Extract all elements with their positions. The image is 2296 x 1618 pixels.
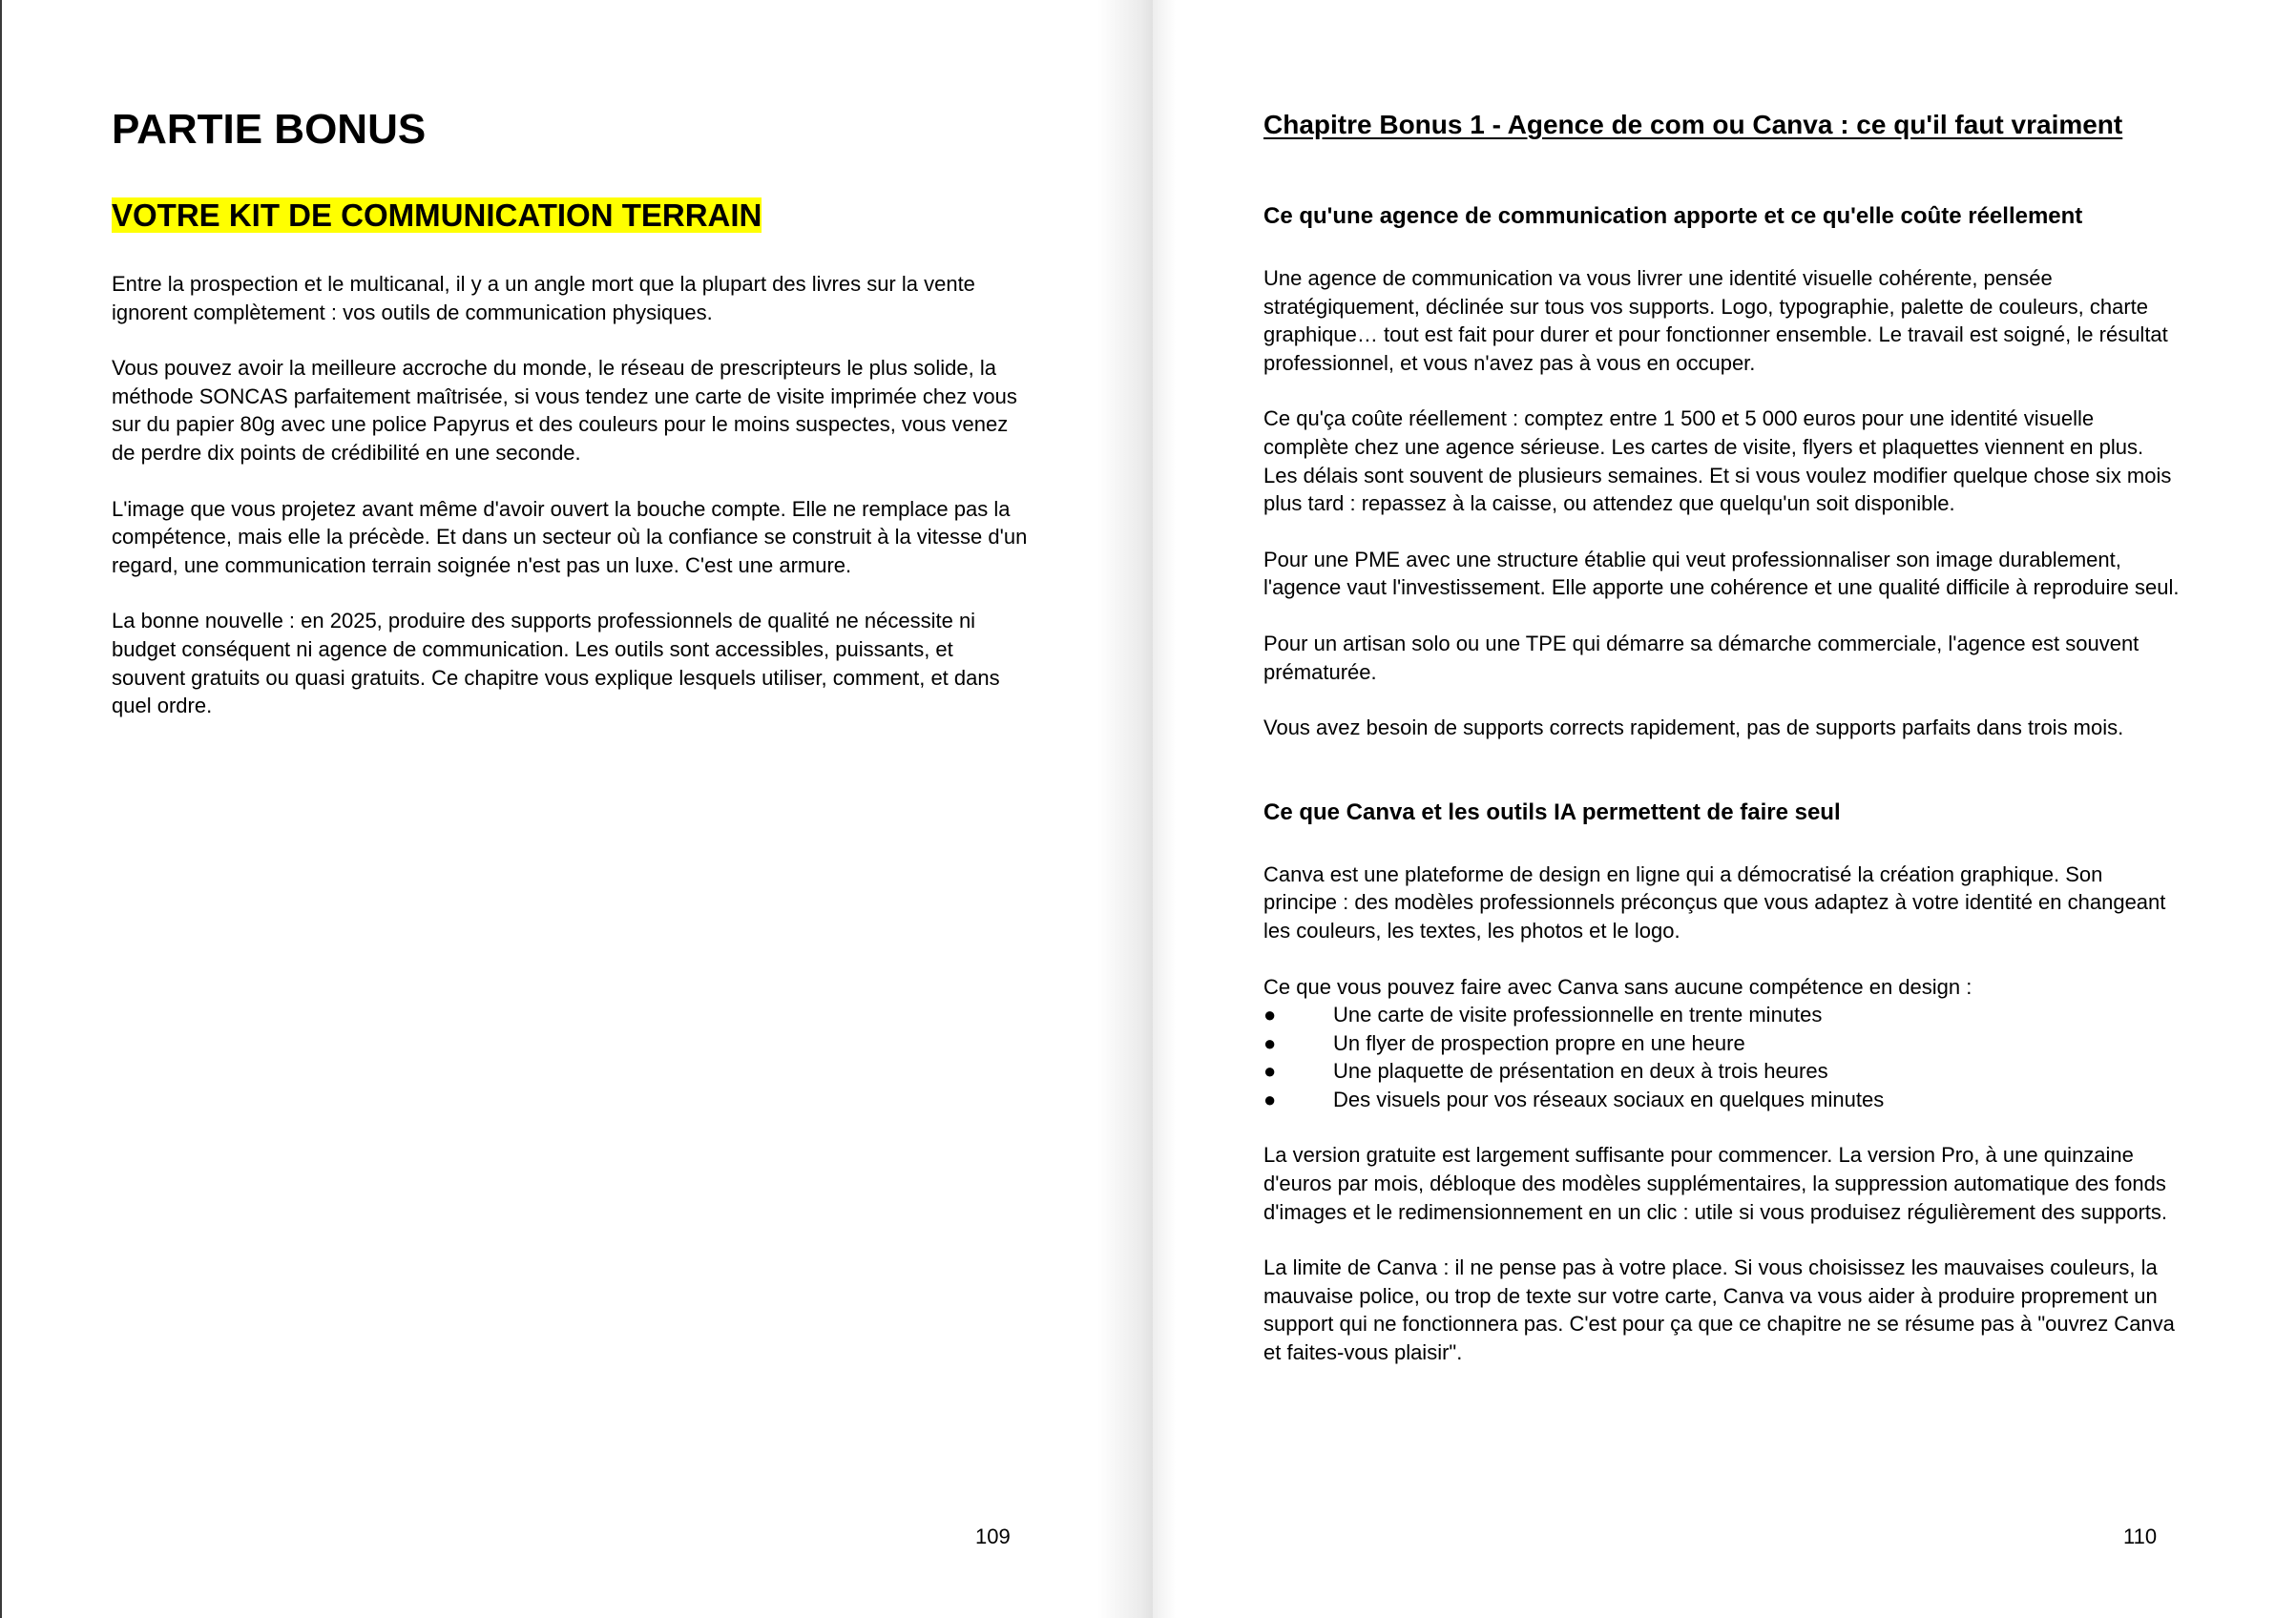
- gutter-shadow: [1097, 0, 1153, 1618]
- bullet-icon: ●: [1263, 1030, 1277, 1055]
- chapter-title: Chapitre Bonus 1 - Agence de com ou Canva : ce qu'il faut vraiment: [1263, 110, 2123, 139]
- canva-intro: Canva est une plateforme de design en ligne qui a démocratisé la création graphique. Son principe : des modèles professionnels préconçus que vous adaptez à votre identité en changeant les couleurs, les textes, les photos et le logo.: [1263, 861, 2166, 943]
- right-page-content: [1263, 108, 2180, 1367]
- section-title-canva: Ce que Canva et les outils IA permettent de faire seul: [1263, 799, 1841, 825]
- agency-paragraph-4: Pour un artisan solo ou une TPE qui démarre sa démarche commerciale, l'agence est souvent prématurée.: [1263, 631, 2139, 684]
- agency-paragraph-2: Ce qu'ça coûte réellement : comptez entre 1 500 et 5 000 euros pour une identité visuelle complète chez une agence sérieuse. Les cartes de visite, flyers et plaquettes viennent en plus. Les délais sont souvent de plusieurs semaines. Et si vous voulez modifier quelque chose six mois plus tard : repassez à la caisse, ou attendez que quelqu'un soit disponible.: [1263, 406, 2172, 516]
- canva-paragraph-2: La limite de Canva : il ne pense pas à votre place. Si vous choisissez les mauvaises couleurs, la mauvaise police, ou trop de texte sur votre carte, Canva va vous aider à produire proprement un support qui ne fonctionnera pas. C'est pour ça que ce chapitre ne se résume pas à "ouvrez Canva et faites-vous plaisir".: [1263, 1255, 2175, 1365]
- list-item-text: Des visuels pour vos réseaux sociaux en quelques minutes: [1333, 1087, 1885, 1111]
- left-paragraph-3: L'image que vous projetez avant même d'avoir ouvert la bouche compte. Elle ne remplace pas la compétence, mais elle la précède. Et dans un secteur où la confiance se construit à la vitesse d'un regard, une communication terrain soignée n'est pas un luxe. C'est une armure.: [112, 496, 1028, 577]
- bullet-icon: ●: [1263, 1003, 1277, 1027]
- kit-title: [112, 197, 1028, 235]
- canva-list-intro: Ce que vous pouvez faire avec Canva sans aucune compétence en design :: [1263, 974, 1972, 999]
- list-item-text: Une carte de visite professionnelle en trente minutes: [1333, 1003, 1823, 1027]
- part-title: PARTIE BONUS: [112, 106, 427, 153]
- left-page: [2, 0, 1147, 1618]
- list-item: [1263, 1001, 2180, 1029]
- left-paragraph-4: La bonne nouvelle : en 2025, produire des supports professionnels de qualité ne nécessite ni budget conséquent ni agence de communication. Les outils sont accessibles, puissants, et souvent gratuits ou quasi gratuits. Ce chapitre vous explique lesquels utiliser, comment, et dans quel ordre.: [112, 609, 1000, 718]
- agency-paragraph-5: Vous avez besoin de supports corrects rapidement, pas de supports parfaits dans trois mois.: [1263, 716, 2124, 740]
- canva-bullet-list: [1263, 1001, 2180, 1113]
- section-title-agency: Ce qu'une agence de communication apporte et ce qu'elle coûte réellement: [1263, 203, 2083, 229]
- gutter-shadow-right: [1153, 0, 1176, 1618]
- canva-paragraph-1: La version gratuite est largement suffisante pour commencer. La version Pro, à une quinzaine d'euros par mois, débloque des modèles supplémentaires, la suppression automatique des fonds d'images et le redimensionnement en un clic : utile si vous produisez régulièrement des supports.: [1263, 1143, 2168, 1224]
- kit-title-highlight: VOTRE KIT DE COMMUNICATION TERRAIN: [112, 197, 762, 233]
- list-item: [1263, 1029, 2180, 1058]
- list-item: [1263, 1057, 2180, 1086]
- page-number-right: 110: [2123, 1525, 2158, 1548]
- page-number-left: 109: [975, 1525, 1011, 1548]
- right-page: [1153, 0, 2296, 1618]
- left-page-content: [112, 103, 1028, 720]
- list-item: [1263, 1086, 2180, 1114]
- left-paragraph-1: Entre la prospection et le multicanal, il y a un angle mort que la plupart des livres sur la vente ignorent complètement : vos outils de communication physiques.: [112, 272, 975, 324]
- list-item-text: Une plaquette de présentation en deux à trois heures: [1333, 1059, 1828, 1084]
- bullet-icon: ●: [1263, 1059, 1277, 1084]
- agency-paragraph-3: Pour une PME avec une structure établie qui veut professionnaliser son image durablement, l'agence vaut l'investissement. Elle apporte une cohérence et une qualité difficile à reproduire seul.: [1263, 547, 2180, 600]
- agency-paragraph-1: Une agence de communication va vous livrer une identité visuelle cohérente, pensée stratégiquement, déclinée sur tous vos supports. Logo, typographie, palette de couleurs, charte graphique… tout est fait pour durer et pour fonctionner ensemble. Le travail est soigné, le résultat professionnel, et vous n'avez pas à vous en occuper.: [1263, 266, 2168, 375]
- list-item-text: Un flyer de prospection propre en une heure: [1333, 1030, 1745, 1055]
- left-paragraph-2: Vous pouvez avoir la meilleure accroche du monde, le réseau de prescripteurs le plus solide, la méthode SONCAS parfaitement maîtrisée, si vous tendez une carte de visite imprimée chez vous sur du papier 80g avec une police Papyrus et des couleurs pour le moins suspectes, vous venez de perdre dix points de crédibilité en une seconde.: [112, 356, 1017, 465]
- bullet-icon: ●: [1263, 1087, 1277, 1111]
